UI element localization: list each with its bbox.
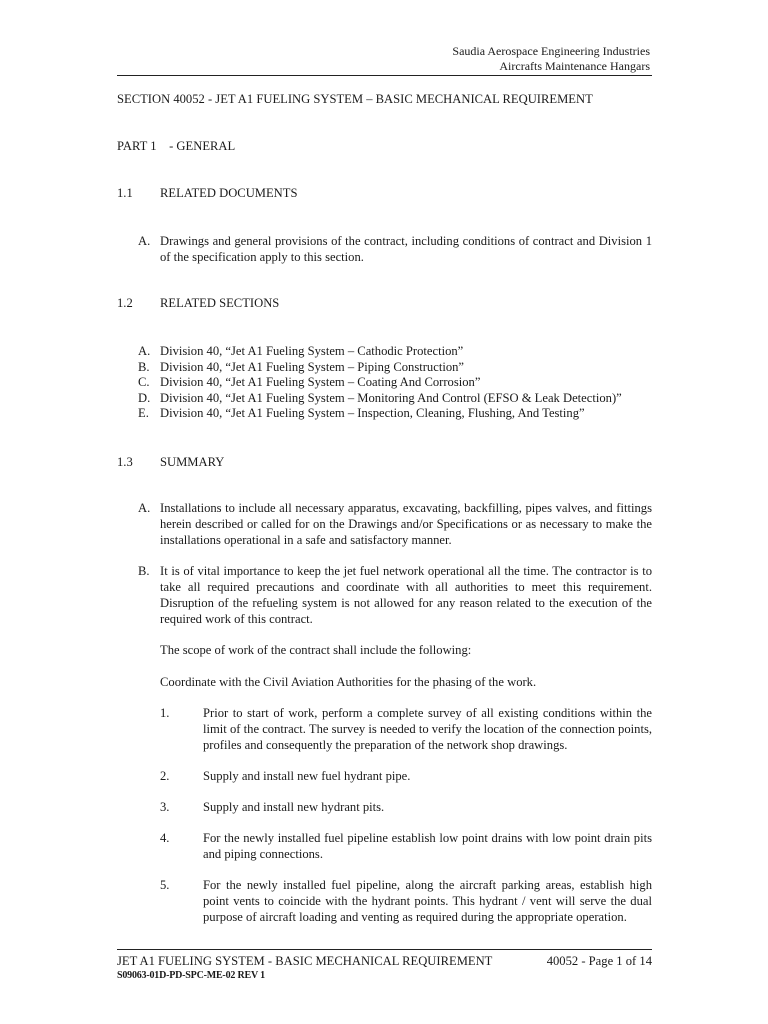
section-1-3-title: SUMMARY: [160, 455, 225, 469]
numbered-item-1-number: 1.: [160, 706, 170, 720]
header-project: Aircrafts Maintenance Hangars: [499, 59, 650, 73]
footer-page-number: 40052 - Page 1 of 14: [546, 954, 652, 968]
footer-document-code: S09063-01D-PD-SPC-ME-02 REV 1: [117, 970, 265, 981]
section-1-3-b-text: It is of vital importance to keep the jet fuel network operational all the time. The contractor is to take all required precautions and coordinate with all authorities to meet this requirement. Disruption of the refueling system is not allowed for any reason related to the execution of the required work of this contract.: [160, 564, 652, 626]
numbered-item-3-number: 3.: [160, 800, 170, 814]
section-1-1-a-letter: A.: [138, 234, 151, 248]
numbered-item-2-number: 2.: [160, 769, 170, 783]
coordinate-statement: Coordinate with the Civil Aviation Authorities for the phasing of the work.: [160, 675, 537, 689]
header-company: Saudia Aerospace Engineering Industries: [452, 44, 650, 58]
numbered-item-5-text: For the newly installed fuel pipeline, along the aircraft parking areas, establish high point vents to coincide with the hydrant points. This hydrant / vent will serve the dual purpose of aircraft loading and venting as required during the appropriate operation.: [203, 878, 652, 924]
running-header: [452, 44, 650, 74]
list-item-letter: B.: [138, 359, 150, 374]
section-1-3-a-text: Installations to include all necessary apparatus, excavating, backfilling, pipes valves, and fittings herein described or called for on the Drawings and/or Specifications or as necessary to make the installations operational in a safe and satisfactory manner.: [160, 501, 652, 547]
list-item-text: Division 40, “Jet A1 Fueling System – Inspection, Cleaning, Flushing, And Testing”: [160, 406, 585, 420]
footer-rule: [117, 949, 652, 950]
list-item-text: Division 40, “Jet A1 Fueling System – Piping Construction”: [160, 359, 465, 374]
section-1-3-b-letter: B.: [138, 564, 150, 578]
section-1-1-a-text: Drawings and general provisions of the contract, including conditions of contract and Division 1 of the specification apply to this section.: [160, 234, 652, 264]
list-item-letter: E.: [138, 406, 149, 420]
scope-statement: The scope of work of the contract shall include the following:: [160, 643, 472, 657]
list-item-text: Division 40, “Jet A1 Fueling System – Coating And Corrosion”: [160, 375, 481, 389]
section-1-3-a-letter: A.: [138, 501, 151, 515]
list-item-text: Division 40, “Jet A1 Fueling System – Cathodic Protection”: [160, 344, 464, 358]
list-item: [138, 359, 622, 375]
header-rule: [117, 75, 652, 76]
list-item-letter: C.: [138, 375, 150, 389]
numbered-item-4-number: 4.: [160, 831, 170, 845]
section-1-3-number: 1.3: [117, 455, 133, 469]
footer-title: JET A1 FUELING SYSTEM - BASIC MECHANICAL REQUIREMENT: [117, 954, 493, 968]
related-sections-list: [138, 343, 622, 421]
section-1-2-title: RELATED SECTIONS: [160, 296, 280, 310]
list-item: [138, 390, 622, 406]
part-heading: PART 1 - GENERAL: [117, 139, 236, 153]
list-item: [138, 405, 622, 421]
list-item-letter: D.: [138, 390, 151, 405]
section-1-2-number: 1.2: [117, 296, 133, 310]
numbered-item-5-number: 5.: [160, 878, 170, 892]
list-item-letter: A.: [138, 344, 151, 358]
section-title: SECTION 40052 - JET A1 FUELING SYSTEM – BASIC MECHANICAL REQUIREMENT: [117, 92, 593, 106]
list-item-text: Division 40, “Jet A1 Fueling System – Monitoring And Control (EFSO & Leak Detection)”: [160, 390, 622, 405]
numbered-item-3-text: Supply and install new hydrant pits.: [203, 800, 385, 814]
section-1-1-number: 1.1: [117, 186, 133, 200]
numbered-item-2-text: Supply and install new fuel hydrant pipe.: [203, 769, 411, 783]
numbered-item-1-text: Prior to start of work, perform a complete survey of all existing conditions within the limit of the contract. The survey is needed to verify the location of the connection points, profiles and consequently the preparation of the network shop drawings.: [203, 706, 652, 752]
list-item: [138, 374, 622, 390]
section-1-1-title: RELATED DOCUMENTS: [160, 186, 298, 200]
numbered-item-4-text: For the newly installed fuel pipeline establish low point drains with low point drain pits and piping connections.: [203, 831, 652, 861]
list-item: [138, 343, 622, 359]
